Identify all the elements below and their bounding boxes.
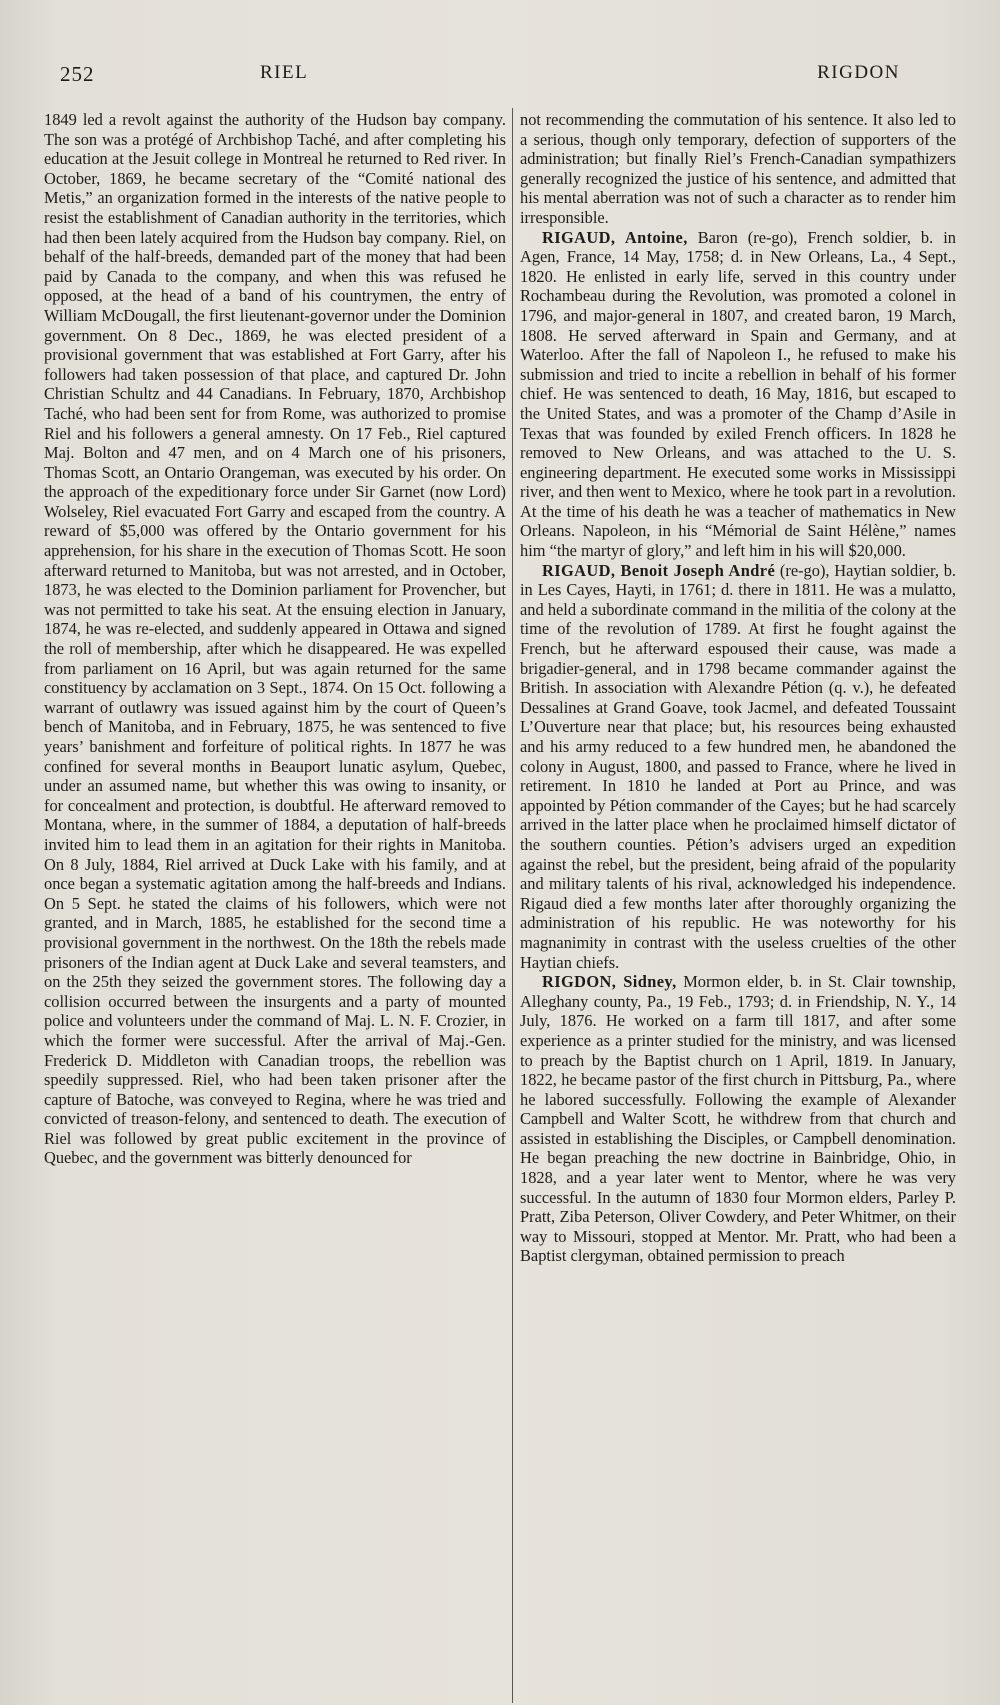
entry-text: Baron (re-go), French soldier, b. in Agen, France, 14 May, 1758; d. in New Orleans, La., 4 Sept., 1820. He enlisted in early life, served in this country under Rochambeau during the Revolution, was promoted a colonel in 1796, and major-general in 1807, and created baron, 19 March, 1808. He served afterward in Spain and Germany, and at Waterloo. After the fall of Napoleon I., he refused to make his submission and tried to incite a rebellion in behalf of his former chief. He was sentenced to death, 16 May, 1816, but escaped to the United States, and was a promoter of the Champ d’Asile in Texas that was founded by exiled French officers. In 1828 he removed to New Orleans, and was attached to the U. S. engineering department. He executed some works in Mississippi river, and then went to Mexico, where he took part in a revolution. At the time of his death he was a teacher of mathematics in New Orleans. Napoleon, in his “Mémorial de Saint Hélène,” names him “the martyr of glory,” and left him in his will $20,000. bbox=[520, 227, 956, 561]
page-header bbox=[60, 62, 940, 94]
entry-rigaud-antoine bbox=[520, 228, 956, 561]
entry-rigdon-sidney bbox=[520, 972, 956, 1266]
headword: RIGDON, Sidney, bbox=[542, 972, 677, 992]
right-column bbox=[520, 110, 956, 1266]
entry-rigaud-benoit bbox=[520, 561, 956, 972]
riel-entry-text: 1849 led a revolt against the authority of the Hudson bay company. The son was a protégé of Archbishop Taché, and after completing his education at the Jesuit college in Montreal he returned to Red river. In October, 1869, he became secretary of the “Comité national des Metis,” an organization formed in the interests of the native people to resist the establishment of Canadian authority in the territories, which had then been lately acquired from the Hudson bay company. Riel, on behalf of the half-breeds, demanded part of the money that had been paid by Canada to the company, and when this was refused he opposed, at the head of a band of his countrymen, the entry of William McDougall, the first lieutenant-governor under the Dominion government. On 8 Dec., 1869, he was elected president of a provisional government that was established at Fort Garry, after his followers had taken possession of that place, and captured Dr. John Christian Schultz and 44 Canadians. In February, 1870, Archbishop Taché, who had been sent for from Rome, was authorized to promise Riel and his followers a general amnesty. On 17 Feb., Riel captured Maj. Bolton and 47 men, and on 4 March one of his prisoners, Thomas Scott, an Ontario Orangeman, was executed by his order. On the approach of the expeditionary force under Sir Garnet (now Lord) Wolseley, Riel evacuated Fort Garry and escaped from the country. A reward of $5,000 was offered by the Ontario government for his apprehension, for his share in the execution of Thomas Scott. He soon afterward returned to Manitoba, but was not arrested, and in October, 1873, he was elected to the Dominion parliament for Provencher, but was not permitted to take his seat. At the ensuing election in January, 1874, he was re-elected, and suddenly appeared in Ottawa and signed the roll of membership, after which he disappeared. He was expelled from parliament on 16 April, but was again returned for the same constituency by acclamation on 3 Sept., 1874. On 15 Oct. following a warrant of outlawry was issued against him by the court of Queen’s bench of Manitoba, and in February, 1875, he was sentenced to five years’ banishment and forfeiture of political rights. In 1877 he was confined for several months in Beauport lunatic asylum, Quebec, under an assumed name, but whether this was owing to insanity, or for concealment and protection, is doubtful. He afterward removed to Montana, where, in the summer of 1884, a deputation of half-breeds invited him to lead them in an agitation for their rights in Manitoba. On 8 July, 1884, Riel arrived at Duck Lake with his family, and at once began a systematic agitation among the half-breeds and Indians. On 5 Sept. he stated the claims of his followers, which were not granted, and in March, 1885, he established for the second time a provisional government in the northwest. On the 18th the rebels made prisoners of the Indian agent at Duck Lake and several teamsters, and on the 25th they seized the government stores. The following day a collision occurred between the insurgents and a party of mounted police and volunteers under the command of Maj. L. N. F. Crozier, in which the former were successful. After the arrival of Maj.-Gen. Frederick D. Middleton with Canadian troops, the rebellion was speedily suppressed. Riel, who had been taken prisoner after the capture of Batoche, was conveyed to Regina, where he was tried and convicted of treason-felony, and sentenced to death. The execution of Riel was followed by great public excitement in the province of Quebec, and the government was bitterly denounced for bbox=[44, 110, 506, 1168]
headword: RIGAUD, Antoine, bbox=[542, 227, 688, 247]
column-divider bbox=[512, 108, 513, 1703]
running-head-left: RIEL bbox=[260, 62, 309, 83]
entry-text: Mormon elder, b. in St. Clair township, Alleghany county, Pa., 19 Feb., 1793; d. in Friendship, N. Y., 14 July, 1876. He worked on a farm till 1817, and after some experience as a printer studied for the ministry, and was licensed to preach by the Baptist church on 1 April, 1819. In January, 1822, he became pastor of the first church in Pittsburg, Pa., where he labored successfully. Following the example of Alexander Campbell and Walter Scott, he withdrew from that church and assisted in establishing the Disciples, or Campbell denomination. He began preaching the new doctrine in Bainbridge, Ohio, in 1828, and a year later went to Mentor, where he was very successful. In the autumn of 1830 four Mormon elders, Parley P. Pratt, Ziba Peterson, Oliver Cowdery, and Peter Whitmer, on their way to Missouri, stopped at Mentor. Mr. Pratt, who had been a Baptist clergyman, obtained permission to preach bbox=[520, 972, 956, 1266]
entry-text: (re-go), Haytian soldier, b. in Les Cayes, Hayti, in 1761; d. there in 1811. He was a mulatto, and held a subordinate command in the militia of the colony at the time of the revolution of 1789. At first he fought against the French, but he afterward espoused their cause, was made a brigadier-general, and in 1798 became commander against the British. In association with Alexandre Pétion (q. v.), he defeated Dessalines at Grand Goave, took Jacmel, and defeated Toussaint L’Ouverture near that place; but, his resources being exhausted and his army reduced to a few hundred men, he abandoned the colony in August, 1800, and passed to France, where he lived in retirement. In 1810 he landed at Port au Prince, and was appointed by Pétion commander of the Cayes; but he had scarcely arrived in the latter place when he proclaimed himself dictator of the southern counties. Pétion’s advisers urged an expedition against the rebel, but the president, being afraid of the popularity and military talents of his rival, acknowledged his independence. Rigaud died a few months later after thoroughly organizing the administration of his republic. He was noteworthy for his magnanimity in contrast with the useless cruelties of the other Haytian chiefs. bbox=[520, 560, 956, 972]
left-column bbox=[44, 110, 506, 1168]
page-number: 252 bbox=[60, 62, 95, 86]
headword: RIGAUD, Benoit Joseph André bbox=[542, 560, 776, 580]
running-head-right: RIGDON bbox=[817, 62, 900, 83]
riel-entry-continued: not recommending the commutation of his sentence. It also led to a serious, though only temporary, defection of supporters of the administration; but finally Riel’s French-Canadian sympathizers generally recognized the justice of his sentence, and admitted that his mental aberration was not of such a character as to render him irresponsible. bbox=[520, 110, 956, 227]
